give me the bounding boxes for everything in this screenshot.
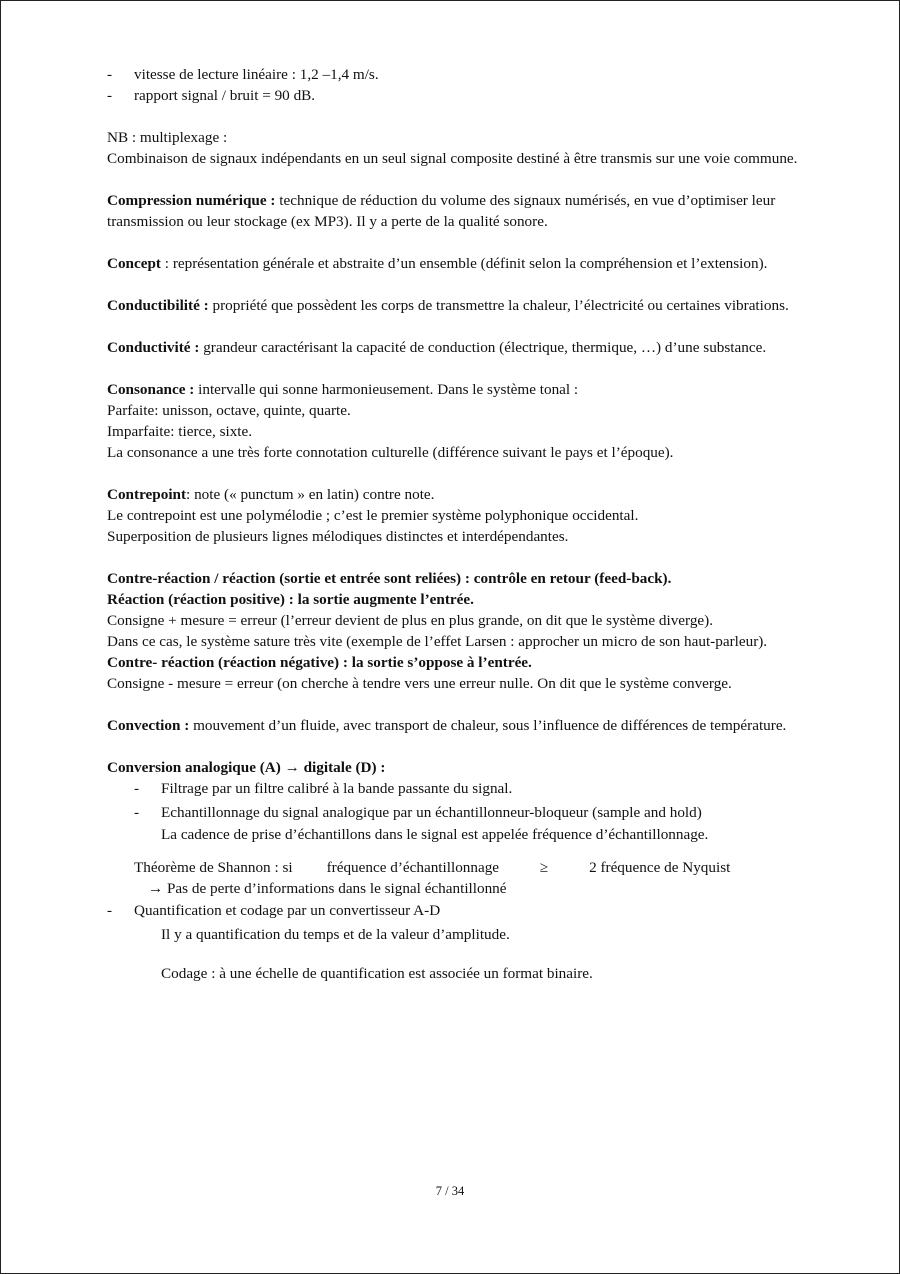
- term: Convection :: [107, 717, 190, 734]
- list-item-text: Echantillonnage du signal analogique par un échantillonneur-bloqueur (sample and hold): [161, 804, 702, 821]
- definition-text: mouvement d’un fluide, avec transport de chaleur, sous l’influence de différences de température.: [189, 717, 787, 734]
- contre-reaction-heading: [107, 568, 822, 589]
- negative-reaction-text: Consigne - mesure = erreur (on cherche à tendre vers une erreur nulle. On dit que le système converge.: [107, 675, 732, 692]
- term: Contrepoint: [107, 486, 187, 503]
- conversion-list: [107, 778, 822, 823]
- definition-concept: [107, 253, 822, 274]
- list-item: [134, 802, 822, 823]
- definition-conductivite: [107, 337, 822, 358]
- term: Contre- réaction (réaction négative) : la sortie s’oppose à l’entrée.: [107, 654, 532, 671]
- list-dash: -: [107, 87, 113, 104]
- contrepoint-line: Superposition de plusieurs lignes mélodiques distinctes et interdépendantes.: [107, 528, 569, 545]
- shannon-operator: ≥: [539, 859, 549, 876]
- cadence-text: La cadence de prise d’échantillons dans le signal est appelée fréquence d’échantillonnage.: [161, 826, 709, 843]
- list-dash: -: [134, 804, 140, 821]
- list-dash: -: [107, 902, 113, 919]
- term: Compression numérique :: [107, 192, 276, 209]
- nb-text: Combinaison de signaux indépendants en un seul signal composite destiné à être transmis sur une voie commune.: [107, 150, 798, 167]
- nb-title: NB : multiplexage :: [107, 129, 228, 146]
- shannon-label: Théorème de Shannon : si: [134, 859, 293, 876]
- codage-text: Codage : à une échelle de quantification est associée un format binaire.: [161, 965, 593, 982]
- term: Consonance :: [107, 381, 195, 398]
- definition-contrepoint: [107, 484, 822, 505]
- shannon-conclusion: → Pas de perte d’informations dans le signal échantillonné: [148, 880, 507, 897]
- term: Conductibilité :: [107, 297, 209, 314]
- list-item: [107, 64, 822, 85]
- contrepoint-line: Le contrepoint est une polymélodie ; c’est le premier système polyphonique occidental.: [107, 507, 639, 524]
- definition-text: : représentation générale et abstraite d’un ensemble (définit selon la compréhension et l’extension).: [161, 255, 768, 272]
- list-item: [134, 778, 822, 799]
- reaction-heading: [107, 589, 822, 610]
- reaction-text: Dans ce cas, le système sature très vite (exemple de l’effet Larsen : approcher un micro de son haut-parleur).: [107, 633, 768, 650]
- consonance-line: Parfaite: unisson, octave, quinte, quarte.: [107, 402, 351, 419]
- list-item-text: Filtrage par un filtre calibré à la bande passante du signal.: [161, 780, 513, 797]
- term: Concept: [107, 255, 161, 272]
- term: Contre-réaction / réaction (sortie et entrée sont reliées) : contrôle en retour (feed-back).: [107, 570, 672, 587]
- list-item: [107, 900, 822, 921]
- page-content: [107, 64, 822, 984]
- definition-text: grandeur caractérisant la capacité de conduction (électrique, thermique, …) d’une substance.: [199, 339, 767, 356]
- definition-consonance: [107, 379, 822, 400]
- shannon-theorem: [107, 857, 822, 878]
- definition-text: propriété que possèdent les corps de transmettre la chaleur, l’électricité ou certaines vibrations.: [208, 297, 789, 314]
- negative-reaction-heading: [107, 652, 822, 673]
- shannon-left: fréquence d’échantillonnage: [326, 859, 500, 876]
- definition-convection: [107, 715, 822, 736]
- consonance-line: La consonance a une très forte connotation culturelle (différence suivant le pays et l’époque).: [107, 444, 674, 461]
- consonance-line: Imparfaite: tierce, sixte.: [107, 423, 253, 440]
- definition-text: intervalle qui sonne harmonieusement. Dans le système tonal :: [194, 381, 579, 398]
- term: Conductivité :: [107, 339, 200, 356]
- definition-text: : note (« punctum » en latin) contre note.: [186, 486, 435, 503]
- page-number: 7 / 34: [435, 1184, 465, 1198]
- definition-conductibilite: [107, 295, 822, 316]
- list-dash: -: [134, 780, 140, 797]
- definition-compression: [107, 190, 822, 232]
- quantif-text: Il y a quantification du temps et de la valeur d’amplitude.: [161, 926, 510, 943]
- reaction-text: Consigne + mesure = erreur (l’erreur devient de plus en plus grande, on dit que le système diverge).: [107, 612, 714, 629]
- list-item-text: rapport signal / bruit = 90 dB.: [134, 87, 316, 104]
- list-item-text: vitesse de lecture linéaire : 1,2 –1,4 m/s.: [134, 66, 379, 83]
- term: Conversion analogique (A) → digitale (D) :: [107, 759, 386, 776]
- definition-text: technique de réduction du volume des signaux numérisés, en vue d’optimiser leur transmission ou leur stockage (ex MP3). Il y a perte de la qualité sonore.: [107, 192, 776, 230]
- conversion-title: [107, 757, 822, 778]
- list-item-text: Quantification et codage par un convertisseur A-D: [134, 902, 441, 919]
- list-item: [107, 85, 822, 106]
- term: Réaction (réaction positive) : la sortie augmente l’entrée.: [107, 591, 474, 608]
- shannon-right: 2 fréquence de Nyquist: [589, 859, 731, 876]
- list-dash: -: [107, 66, 113, 83]
